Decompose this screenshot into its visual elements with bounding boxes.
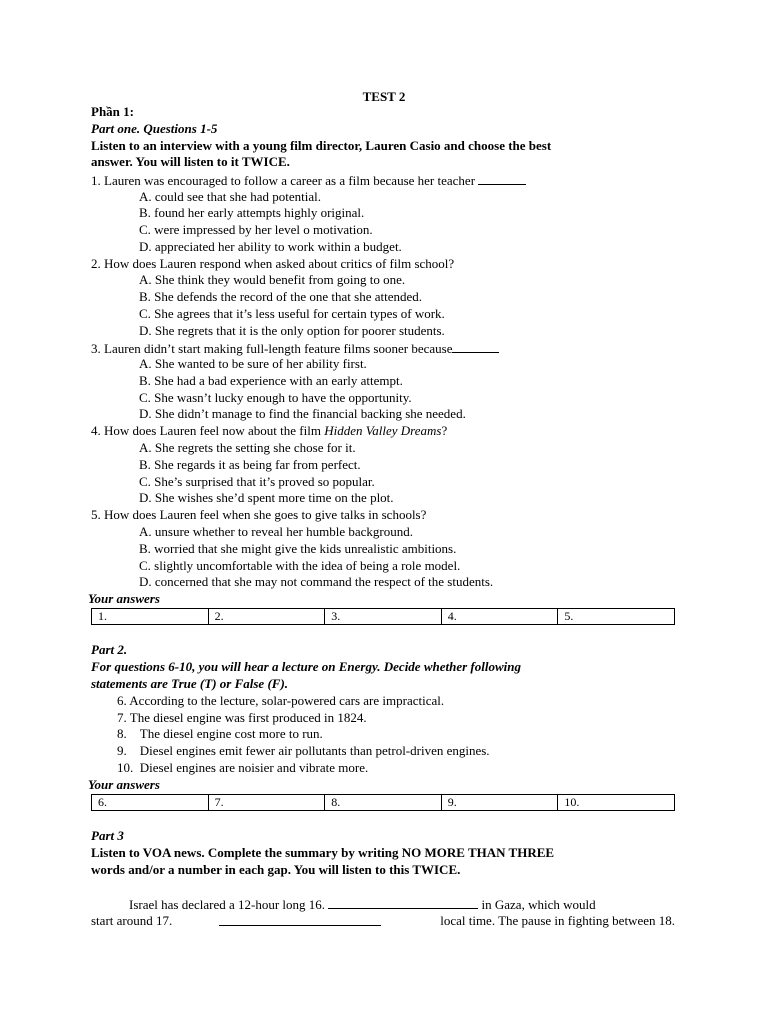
part2-answer-table (91, 794, 675, 811)
question-2-option-c: C. She agrees that it’s less useful for certain types of work. (139, 306, 445, 321)
statement-10: 10. Diesel engines are noisier and vibrate more. (117, 760, 369, 775)
question-3-option-b: B. She had a bad experience with an early attempt. (139, 373, 403, 388)
statement-8: 8. The diesel engine cost more to run. (117, 726, 323, 741)
gap-16-blank[interactable] (328, 896, 478, 909)
summary-line-1: Israel has declared a 12-hour long 16. in Gaza, which would (129, 897, 596, 912)
question-3-option-d: D. She didn’t manage to find the financial backing she needed. (139, 406, 466, 421)
answer-cell-8[interactable]: 8. (325, 795, 442, 811)
part3-heading: Part 3 (91, 828, 124, 843)
statement-7: 7. The diesel engine was first produced in 1824. (117, 710, 367, 725)
answer-cell-7[interactable]: 7. (208, 795, 325, 811)
answer-cell-5[interactable]: 5. (558, 609, 675, 625)
statement-9: 9. Diesel engines emit fewer air pollutants than petrol-driven engines. (117, 743, 490, 758)
question-4-option-d: D. She wishes she’d spent more time on the plot. (139, 490, 394, 505)
question-5-option-a: A. unsure whether to reveal her humble background. (139, 524, 413, 539)
part3-instruction-line2: words and/or a number in each gap. You will listen to this TWICE. (91, 862, 461, 877)
answer-cell-2[interactable]: 2. (208, 609, 325, 625)
question-3-stem: 3. Lauren didn’t start making full-length feature films sooner because (91, 340, 499, 357)
question-2-stem: 2. How does Lauren respond when asked about critics of film school? (91, 256, 455, 271)
part2-instruction-line2: statements are True (T) or False (F). (91, 676, 289, 691)
question-3-option-c: C. She wasn’t lucky enough to have the opportunity. (139, 390, 412, 405)
question-5-option-c: C. slightly uncomfortable with the idea of being a role model. (139, 558, 461, 573)
answer-blank (452, 340, 499, 353)
part1-heading: Part one. Questions 1-5 (91, 121, 218, 136)
gap-17-blank[interactable] (219, 913, 381, 926)
question-4-option-c: C. She’s surprised that it’s proved so popular. (139, 474, 375, 489)
question-1-option-c: C. were impressed by her level o motivation. (139, 222, 373, 237)
question-4-option-a: A. She regrets the setting she chose for it. (139, 440, 356, 455)
question-1-stem: 1. Lauren was encouraged to follow a career as a film because her teacher (91, 172, 526, 189)
part2-instruction-line1: For questions 6-10, you will hear a lecture on Energy. Decide whether following (91, 659, 521, 674)
question-4-stem: 4. How does Lauren feel now about the film Hidden Valley Dreams? (91, 423, 448, 438)
part1-instruction-line2: answer. You will listen to it TWICE. (91, 154, 290, 169)
question-5-stem: 5. How does Lauren feel when she goes to give talks in schools? (91, 507, 427, 522)
question-1-option-a: A. could see that she had potential. (139, 189, 321, 204)
answer-blank (478, 172, 526, 185)
answer-cell-10[interactable]: 10. (558, 795, 675, 811)
question-2-option-b: B. She defends the record of the one that she attended. (139, 289, 423, 304)
answer-cell-4[interactable]: 4. (441, 609, 558, 625)
part1-answers-label: Your answers (88, 591, 160, 606)
part1-instruction-line1: Listen to an interview with a young film director, Lauren Casio and choose the best (91, 138, 552, 153)
answer-cell-9[interactable]: 9. (441, 795, 558, 811)
film-title: Hidden Valley Dreams (324, 423, 442, 438)
part2-answers-label: Your answers (88, 777, 160, 792)
part1-answer-table (91, 608, 675, 625)
answer-cell-6[interactable]: 6. (92, 795, 209, 811)
statement-6: 6. According to the lecture, solar-powered cars are impractical. (117, 693, 445, 708)
page-title: TEST 2 (362, 89, 406, 104)
question-5-option-d: D. concerned that she may not command the respect of the students. (139, 574, 494, 589)
question-2-option-d: D. She regrets that it is the only option for poorer students. (139, 323, 445, 338)
question-3-option-a: A. She wanted to be sure of her ability first. (139, 356, 367, 371)
question-2-option-a: A. She think they would benefit from going to one. (139, 272, 406, 287)
section-label: Phần 1: (91, 104, 134, 119)
part2-heading: Part 2. (91, 642, 128, 657)
question-5-option-b: B. worried that she might give the kids unrealistic ambitions. (139, 541, 457, 556)
answer-cell-3[interactable]: 3. (325, 609, 442, 625)
question-4-option-b: B. She regards it as being far from perfect. (139, 457, 361, 472)
answer-cell-1[interactable]: 1. (92, 609, 209, 625)
question-1-option-b: B. found her early attempts highly original. (139, 205, 365, 220)
part3-instruction-line1: Listen to VOA news. Complete the summary by writing NO MORE THAN THREE (91, 845, 555, 860)
question-1-option-d: D. appreciated her ability to work within a budget. (139, 239, 402, 254)
summary-line-2: start around 17. local time. The pause in fighting between 18. (91, 913, 675, 928)
